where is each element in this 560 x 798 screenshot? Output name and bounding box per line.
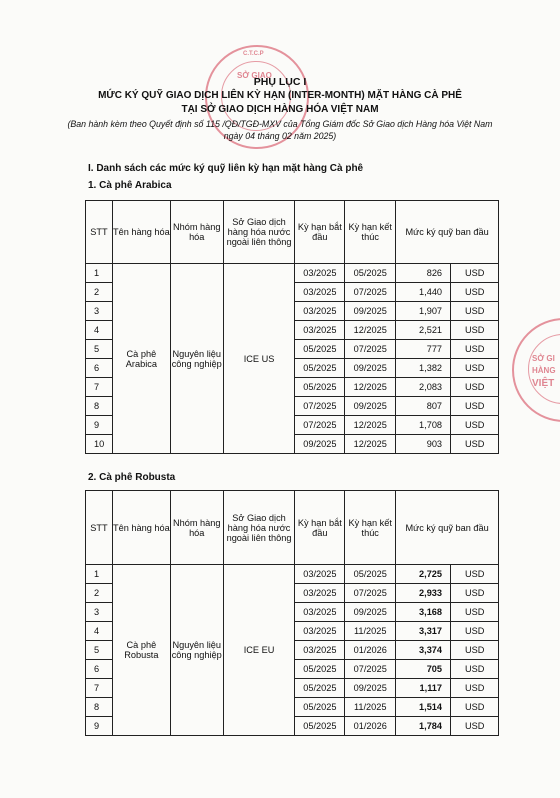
row-initial-margin: 2,083 [396, 378, 451, 397]
header-commodity-name: Tên hàng hóa [112, 201, 170, 264]
row-end-term: 05/2025 [345, 264, 396, 283]
header-commodity-group: Nhóm hàng hóa [170, 201, 223, 264]
row-stt: 4 [86, 622, 113, 641]
row-start-term: 03/2025 [295, 264, 345, 283]
row-end-term: 01/2026 [345, 641, 396, 660]
row-end-term: 01/2026 [345, 717, 396, 736]
row-initial-margin: 1,907 [396, 302, 451, 321]
row-start-term: 05/2025 [295, 717, 345, 736]
row-currency: USD [451, 435, 499, 454]
row-end-term: 09/2025 [345, 397, 396, 416]
header-end-term: Kỳ hạn kết thúc [345, 201, 396, 264]
row-stt: 1 [86, 565, 113, 584]
row-initial-margin: 1,708 [396, 416, 451, 435]
row-initial-margin: 1,117 [396, 679, 451, 698]
row-initial-margin: 2,725 [396, 565, 451, 584]
row-start-term: 07/2025 [295, 397, 345, 416]
row-end-term: 12/2025 [345, 378, 396, 397]
row-initial-margin: 1,514 [396, 698, 451, 717]
header-linked-exchange: Sở Giao dịch hàng hóa nước ngoài liên thông [223, 491, 295, 565]
cell-exchange: ICE US [223, 264, 295, 454]
row-start-term: 03/2025 [295, 283, 345, 302]
row-stt: 3 [86, 603, 113, 622]
header-start-term: Kỳ hạn bắt đầu [295, 201, 345, 264]
header-initial-margin: Mức ký quỹ ban đầu [396, 491, 499, 565]
row-end-term: 12/2025 [345, 416, 396, 435]
row-end-term: 07/2025 [345, 340, 396, 359]
row-initial-margin: 2,933 [396, 584, 451, 603]
row-stt: 6 [86, 359, 113, 378]
row-stt: 10 [86, 435, 113, 454]
header-end-term: Kỳ hạn kết thúc [345, 491, 396, 565]
row-stt: 5 [86, 641, 113, 660]
row-start-term: 05/2025 [295, 340, 345, 359]
row-currency: USD [451, 641, 499, 660]
row-currency: USD [451, 622, 499, 641]
cell-name: Cà phê Robusta [112, 565, 170, 736]
row-currency: USD [451, 321, 499, 340]
row-initial-margin: 1,440 [396, 283, 451, 302]
row-initial-margin: 705 [396, 660, 451, 679]
row-currency: USD [451, 698, 499, 717]
row-stt: 6 [86, 660, 113, 679]
row-initial-margin: 3,168 [396, 603, 451, 622]
row-stt: 9 [86, 717, 113, 736]
cell-name: Cà phê Arabica [112, 264, 170, 454]
row-stt: 3 [86, 302, 113, 321]
row-stt: 7 [86, 378, 113, 397]
row-initial-margin: 1,784 [396, 717, 451, 736]
row-end-term: 12/2025 [345, 435, 396, 454]
row-stt: 2 [86, 584, 113, 603]
row-initial-margin: 826 [396, 264, 451, 283]
row-start-term: 09/2025 [295, 435, 345, 454]
document-title: MỨC KÝ QUỸ GIAO DỊCH LIÊN KỲ HẠN (INTER-MONTH) MẶT HÀNG CÀ PHÊ [98, 90, 462, 101]
row-end-term: 12/2025 [345, 321, 396, 340]
row-initial-margin: 3,374 [396, 641, 451, 660]
row-stt: 7 [86, 679, 113, 698]
row-end-term: 09/2025 [345, 359, 396, 378]
header-stt: STT [86, 201, 113, 264]
row-end-term: 05/2025 [345, 565, 396, 584]
row-start-term: 05/2025 [295, 660, 345, 679]
row-stt: 8 [86, 397, 113, 416]
row-start-term: 03/2025 [295, 584, 345, 603]
header-start-term: Kỳ hạn bắt đầu [295, 491, 345, 565]
row-start-term: 03/2025 [295, 622, 345, 641]
row-end-term: 09/2025 [345, 679, 396, 698]
row-currency: USD [451, 359, 499, 378]
arabica-margin-table [85, 200, 499, 454]
cell-exchange: ICE EU [223, 565, 295, 736]
company-seal-right: SỞ GI HÀNG VIỆT [512, 318, 560, 422]
row-stt: 1 [86, 264, 113, 283]
document-title-line2: TẠI SỞ GIAO DỊCH HÀNG HÓA VIỆT NAM [181, 104, 379, 115]
table-row [86, 565, 499, 584]
subsection-robusta: 2. Cà phê Robusta [88, 472, 176, 483]
header-initial-margin: Mức ký quỹ ban đầu [396, 201, 499, 264]
robusta-margin-table [85, 490, 499, 736]
row-initial-margin: 777 [396, 340, 451, 359]
cell-group: Nguyên liệu công nghiệp [170, 264, 223, 454]
row-start-term: 07/2025 [295, 416, 345, 435]
document-subtitle: (Ban hành kèm theo Quyết định số 115 /QĐ/TGĐ-MXV của Tổng Giám đốc Sở Giao dịch Hàng hóa Việt Nam ngày 04 tháng 02 năm 2025) [67, 119, 493, 141]
header-commodity-group: Nhóm hàng hóa [170, 491, 223, 565]
row-start-term: 05/2025 [295, 378, 345, 397]
row-start-term: 05/2025 [295, 679, 345, 698]
row-start-term: 03/2025 [295, 302, 345, 321]
row-stt: 4 [86, 321, 113, 340]
row-currency: USD [451, 603, 499, 622]
row-currency: USD [451, 283, 499, 302]
row-initial-margin: 3,317 [396, 622, 451, 641]
row-currency: USD [451, 264, 499, 283]
row-stt: 5 [86, 340, 113, 359]
section-heading: I. Danh sách các mức ký quỹ liên kỳ hạn mặt hàng Cà phê [88, 163, 364, 174]
row-end-term: 09/2025 [345, 603, 396, 622]
header-commodity-name: Tên hàng hóa [112, 491, 170, 565]
cell-group: Nguyên liệu công nghiệp [170, 565, 223, 736]
row-initial-margin: 807 [396, 397, 451, 416]
row-start-term: 03/2025 [295, 603, 345, 622]
row-start-term: 05/2025 [295, 359, 345, 378]
row-stt: 8 [86, 698, 113, 717]
row-end-term: 07/2025 [345, 283, 396, 302]
row-end-term: 07/2025 [345, 660, 396, 679]
row-currency: USD [451, 378, 499, 397]
row-initial-margin: 1,382 [396, 359, 451, 378]
row-currency: USD [451, 584, 499, 603]
subsection-arabica: 1. Cà phê Arabica [88, 180, 172, 191]
row-currency: USD [451, 302, 499, 321]
header-stt: STT [86, 491, 113, 565]
row-currency: USD [451, 717, 499, 736]
row-stt: 2 [86, 283, 113, 302]
company-seal-top: SỞ GIAO C.T.C.P [205, 45, 309, 149]
row-currency: USD [451, 340, 499, 359]
row-currency: USD [451, 397, 499, 416]
row-end-term: 09/2025 [345, 302, 396, 321]
row-currency: USD [451, 565, 499, 584]
row-initial-margin: 903 [396, 435, 451, 454]
row-currency: USD [451, 679, 499, 698]
header-linked-exchange: Sở Giao dịch hàng hóa nước ngoài liên thông [223, 201, 295, 264]
table-row [86, 264, 499, 283]
row-end-term: 07/2025 [345, 584, 396, 603]
row-stt: 9 [86, 416, 113, 435]
row-end-term: 11/2025 [345, 622, 396, 641]
row-initial-margin: 2,521 [396, 321, 451, 340]
row-start-term: 03/2025 [295, 565, 345, 584]
row-start-term: 03/2025 [295, 321, 345, 340]
appendix-title: PHỤ LỤC I [253, 76, 307, 88]
row-end-term: 11/2025 [345, 698, 396, 717]
row-currency: USD [451, 416, 499, 435]
row-currency: USD [451, 660, 499, 679]
row-start-term: 03/2025 [295, 641, 345, 660]
row-start-term: 05/2025 [295, 698, 345, 717]
